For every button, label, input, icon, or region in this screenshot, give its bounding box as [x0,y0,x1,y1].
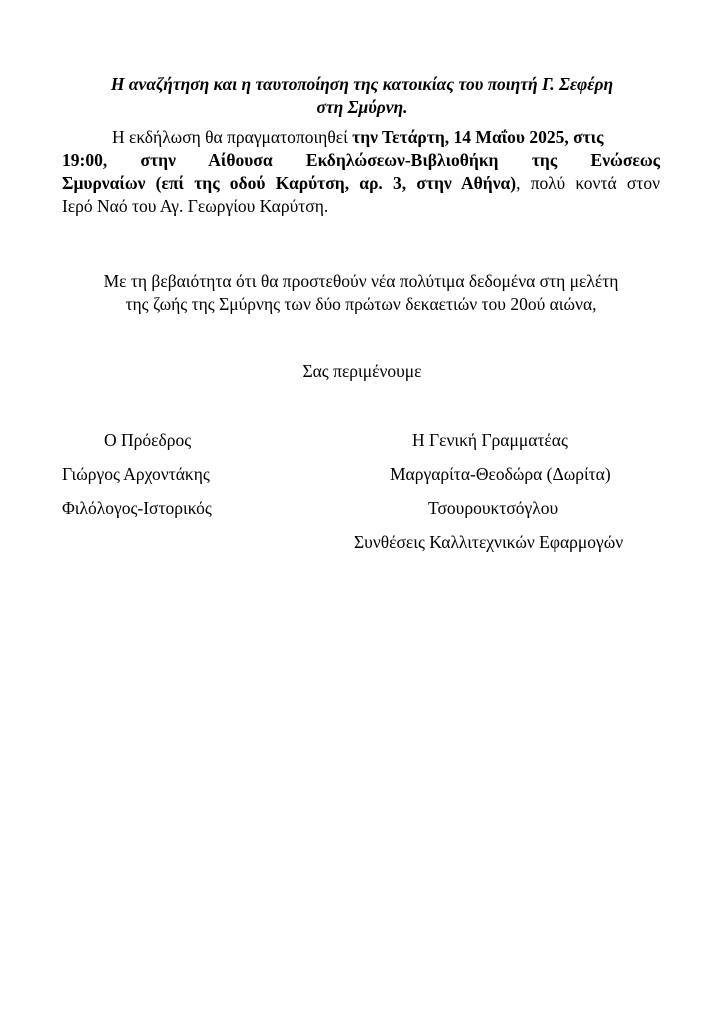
document-title [62,73,662,119]
left-signature-name: Γιώργος Αρχοντάκης [62,464,210,484]
announcement-nearby: , πολύ κοντά στον [516,173,660,193]
announcement-line-1 [62,126,660,149]
announcement-address: Σμυρναίων (επί της οδού Καρύτση, αρ. 3, στην Αθήνα) [62,173,517,193]
title-line-2: στη Σμύρνη. [316,97,408,117]
left-signature-role: Ο Πρόεδρος [104,430,192,450]
right-signature-role: Η Γενική Γραμματέας [412,430,568,450]
announcement-line-2: 19:00, στην Αίθουσα Εκδηλώσεων-Βιβλιοθήκη της Ενώσεως [62,150,660,170]
right-signature-title: Συνθέσεις Καλλιτεχνικών Εφαρμογών [354,532,624,552]
title-line-1: Η αναζήτηση και η ταυτοποίηση της κατοικίας του ποιητή Γ. Σεφέρη [110,74,614,94]
right-signature-surname: Τσουρουκτσόγλου [428,498,559,518]
left-signature-title: Φιλόλογος-Ιστορικός [62,498,212,518]
announcement-paragraph [62,126,660,218]
right-signature-name: Μαργαρίτα-Θεοδώρα (Δωρίτα) [390,464,611,484]
closing-greeting: Σας περιμένουμε [302,361,422,381]
confidence-paragraph [62,270,660,316]
announcement-line-4: Ιερό Ναό του Αγ. Γεωργίου Καρύτση. [62,196,329,216]
announcement-line-3 [62,172,660,195]
confidence-line-1: Με τη βεβαιότητα ότι θα προστεθούν νέα πολύτιμα δεδομένα στη μελέτη [103,271,619,291]
confidence-line-2: της ζωής της Σμύρνης των δύο πρώτων δεκαετιών του 20ού αιώνα, [125,294,597,314]
announcement-date: την Τετάρτη, 14 Μαΐου 2025, στις [352,127,604,147]
announcement-intro: Η εκδήλωση θα πραγματοποιηθεί [112,127,353,147]
